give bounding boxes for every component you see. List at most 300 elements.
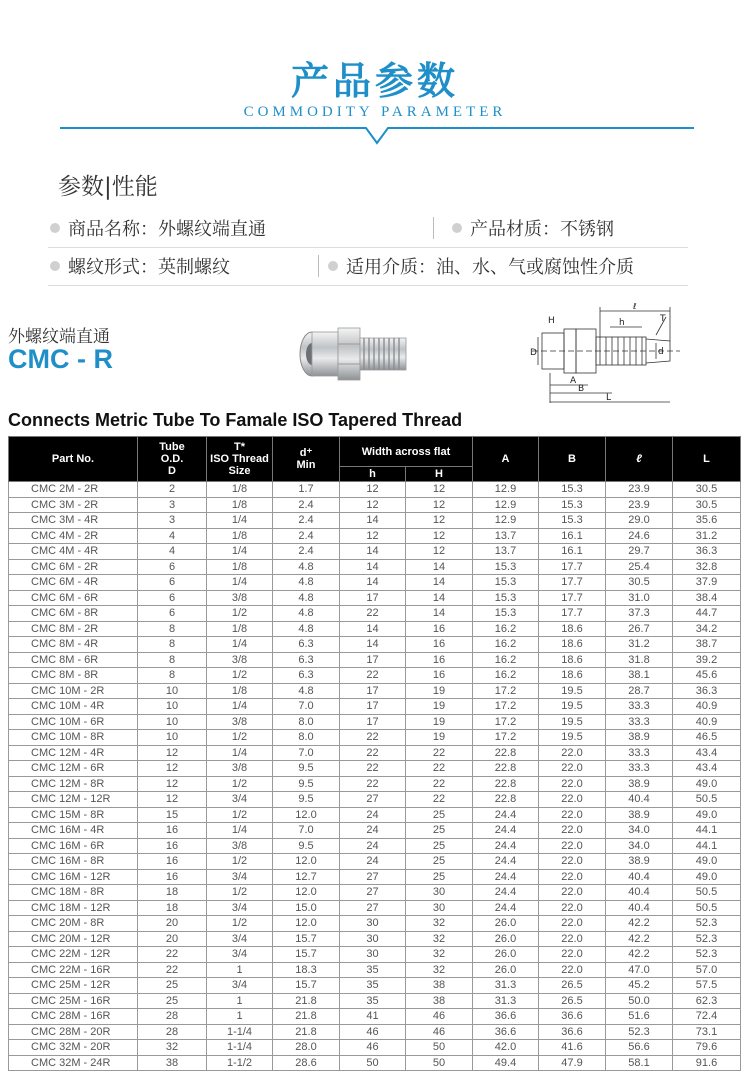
cell-part-no: CMC 28M - 20R [9, 1024, 138, 1040]
cell-L: 57.0 [673, 962, 741, 978]
cell-B: 22.0 [539, 885, 606, 901]
cell-part-no: CMC 4M - 4R [9, 544, 138, 560]
table-row [9, 621, 741, 637]
col-header-tube-od-line2: O.D. [160, 453, 184, 465]
cell-tube-od: 12 [138, 761, 207, 777]
table-row [9, 745, 741, 761]
cell-H: 32 [406, 962, 473, 978]
cell-B: 22.0 [539, 761, 606, 777]
cell-thread-size: 3/4 [207, 931, 273, 947]
cell-l: 40.4 [606, 869, 673, 885]
cell-H: 14 [406, 590, 473, 606]
col-header-thread-line2: ISO Thread [210, 453, 269, 465]
col-header-tube-od-line3: D [168, 465, 176, 477]
cell-A: 15.3 [473, 559, 539, 575]
cell-d-min: 18.3 [273, 962, 340, 978]
cell-thread-size: 1/4 [207, 544, 273, 560]
col-header-L: L [673, 437, 741, 482]
cell-h: 22 [340, 776, 406, 792]
table-row [9, 730, 741, 746]
cell-d-min: 12.0 [273, 916, 340, 932]
cell-l: 51.6 [606, 1009, 673, 1025]
cell-l: 23.9 [606, 482, 673, 498]
cell-thread-size: 3/4 [207, 792, 273, 808]
cell-H: 16 [406, 637, 473, 653]
param-separator [433, 217, 434, 239]
col-header-tube-od-line1: Tube [159, 441, 185, 453]
table-row [9, 916, 741, 932]
cell-thread-size: 1/2 [207, 668, 273, 684]
cell-h: 17 [340, 652, 406, 668]
cell-B: 22.0 [539, 854, 606, 870]
cell-h: 46 [340, 1040, 406, 1056]
table-row [9, 993, 741, 1009]
drawing-label-B: B [578, 384, 585, 394]
cell-tube-od: 20 [138, 931, 207, 947]
cell-d-min: 15.0 [273, 900, 340, 916]
cell-A: 15.3 [473, 575, 539, 591]
cell-tube-od: 16 [138, 854, 207, 870]
cell-h: 17 [340, 699, 406, 715]
cell-H: 25 [406, 838, 473, 854]
param-product-name-text: 商品名称：外螺纹端直通 [68, 219, 266, 240]
cell-A: 24.4 [473, 807, 539, 823]
cell-d-min: 12.0 [273, 854, 340, 870]
cell-B: 18.6 [539, 668, 606, 684]
cell-l: 42.2 [606, 916, 673, 932]
cell-H: 30 [406, 900, 473, 916]
cell-tube-od: 12 [138, 745, 207, 761]
cell-L: 37.9 [673, 575, 741, 591]
cell-h: 35 [340, 962, 406, 978]
cell-tube-od: 28 [138, 1009, 207, 1025]
cell-L: 50.5 [673, 900, 741, 916]
cell-thread-size: 1/8 [207, 621, 273, 637]
param-separator [318, 255, 319, 277]
table-row [9, 528, 741, 544]
cell-B: 19.5 [539, 714, 606, 730]
cell-part-no: CMC 2M - 2R [9, 482, 138, 498]
table-row [9, 1024, 741, 1040]
cell-d-min: 8.0 [273, 730, 340, 746]
col-header-width-flat: Width across flat [340, 437, 473, 467]
cell-tube-od: 6 [138, 606, 207, 622]
cell-d-min: 21.8 [273, 993, 340, 1009]
cell-A: 24.4 [473, 869, 539, 885]
cell-thread-size: 3/4 [207, 900, 273, 916]
cell-H: 50 [406, 1055, 473, 1071]
table-row [9, 900, 741, 916]
cell-H: 16 [406, 668, 473, 684]
cell-A: 31.3 [473, 978, 539, 994]
col-header-h: h [340, 467, 406, 482]
col-header-tube-od [138, 437, 207, 482]
cell-d-min: 12.0 [273, 807, 340, 823]
cell-thread-size: 1 [207, 962, 273, 978]
cell-l: 26.7 [606, 621, 673, 637]
cell-thread-size: 1-1/2 [207, 1055, 273, 1071]
cell-tube-od: 16 [138, 823, 207, 839]
cell-part-no: CMC 32M - 24R [9, 1055, 138, 1071]
cell-d-min: 15.7 [273, 978, 340, 994]
cell-H: 14 [406, 606, 473, 622]
cell-H: 38 [406, 993, 473, 1009]
table-row [9, 606, 741, 622]
cell-L: 52.3 [673, 931, 741, 947]
cell-part-no: CMC 25M - 16R [9, 993, 138, 1009]
cell-h: 41 [340, 1009, 406, 1025]
cell-tube-od: 18 [138, 900, 207, 916]
cell-H: 19 [406, 683, 473, 699]
cell-B: 15.3 [539, 482, 606, 498]
cell-h: 14 [340, 559, 406, 575]
col-header-d [273, 437, 340, 482]
cell-tube-od: 10 [138, 699, 207, 715]
cell-L: 45.6 [673, 668, 741, 684]
bullet-dot-icon [452, 223, 462, 233]
col-header-thread-line3: Size [228, 465, 251, 477]
cell-H: 12 [406, 544, 473, 560]
cell-thread-size: 1/8 [207, 482, 273, 498]
cell-part-no: CMC 10M - 8R [9, 730, 138, 746]
cell-d-min: 6.3 [273, 652, 340, 668]
cell-tube-od: 32 [138, 1040, 207, 1056]
table-row [9, 497, 741, 513]
cell-B: 22.0 [539, 916, 606, 932]
cell-tube-od: 38 [138, 1055, 207, 1071]
cell-B: 15.3 [539, 513, 606, 529]
cell-B: 22.0 [539, 838, 606, 854]
table-row [9, 838, 741, 854]
cell-d-min: 8.0 [273, 714, 340, 730]
cell-l: 50.0 [606, 993, 673, 1009]
col-header-thread-line1: T* [234, 441, 245, 453]
page-subtitle: COMMODITY PARAMETER [243, 104, 507, 120]
cell-l: 38.1 [606, 668, 673, 684]
table-row [9, 513, 741, 529]
table-row [9, 761, 741, 777]
params-row-2 [48, 247, 688, 286]
table-row [9, 807, 741, 823]
cell-H: 25 [406, 854, 473, 870]
drawing-label-h: h [619, 318, 625, 328]
cell-H: 12 [406, 513, 473, 529]
drawing-label-L: L [606, 393, 612, 403]
cell-H: 25 [406, 823, 473, 839]
cell-h: 35 [340, 993, 406, 1009]
cell-tube-od: 15 [138, 807, 207, 823]
cell-thread-size: 1/2 [207, 776, 273, 792]
cell-L: 35.6 [673, 513, 741, 529]
cell-A: 12.9 [473, 482, 539, 498]
cell-d-min: 2.4 [273, 497, 340, 513]
cell-tube-od: 8 [138, 668, 207, 684]
cell-l: 34.0 [606, 823, 673, 839]
cell-H: 14 [406, 575, 473, 591]
cell-tube-od: 10 [138, 683, 207, 699]
bullet-dot-icon [50, 261, 60, 271]
cell-l: 37.3 [606, 606, 673, 622]
cell-H: 14 [406, 559, 473, 575]
col-header-A: A [473, 437, 539, 482]
drawing-label-d: d [658, 347, 664, 357]
cell-A: 22.8 [473, 745, 539, 761]
cell-L: 44.1 [673, 823, 741, 839]
cell-A: 13.7 [473, 528, 539, 544]
cell-L: 43.4 [673, 761, 741, 777]
cell-l: 38.9 [606, 807, 673, 823]
cell-H: 12 [406, 528, 473, 544]
cell-L: 72.4 [673, 1009, 741, 1025]
cell-B: 26.5 [539, 978, 606, 994]
cell-h: 30 [340, 947, 406, 963]
cell-tube-od: 6 [138, 559, 207, 575]
cell-L: 34.2 [673, 621, 741, 637]
cell-A: 17.2 [473, 683, 539, 699]
cell-thread-size: 3/8 [207, 652, 273, 668]
cell-L: 30.5 [673, 497, 741, 513]
cell-B: 16.1 [539, 544, 606, 560]
cell-A: 26.0 [473, 947, 539, 963]
cell-l: 40.4 [606, 885, 673, 901]
cell-d-min: 6.3 [273, 668, 340, 684]
cell-A: 15.3 [473, 590, 539, 606]
cell-l: 33.3 [606, 699, 673, 715]
col-header-l: ℓ [606, 437, 673, 482]
cell-H: 16 [406, 652, 473, 668]
page-title: 产品参数 [290, 59, 459, 103]
cell-tube-od: 6 [138, 590, 207, 606]
cell-L: 39.2 [673, 652, 741, 668]
cell-d-min: 2.4 [273, 544, 340, 560]
cell-H: 22 [406, 776, 473, 792]
cell-thread-size: 3/8 [207, 761, 273, 777]
cell-thread-size: 1/4 [207, 699, 273, 715]
table-row [9, 652, 741, 668]
table-row [9, 823, 741, 839]
cell-B: 16.1 [539, 528, 606, 544]
table-row [9, 544, 741, 560]
cell-B: 22.0 [539, 947, 606, 963]
cell-l: 38.9 [606, 776, 673, 792]
cell-H: 19 [406, 699, 473, 715]
cell-A: 13.7 [473, 544, 539, 560]
cell-d-min: 15.7 [273, 947, 340, 963]
cell-A: 24.4 [473, 900, 539, 916]
cell-L: 38.7 [673, 637, 741, 653]
cell-thread-size: 1/2 [207, 916, 273, 932]
cell-B: 22.0 [539, 900, 606, 916]
cell-h: 22 [340, 668, 406, 684]
cell-part-no: CMC 32M - 20R [9, 1040, 138, 1056]
table-row [9, 1009, 741, 1025]
cell-L: 50.5 [673, 885, 741, 901]
cell-h: 46 [340, 1024, 406, 1040]
cell-l: 42.2 [606, 931, 673, 947]
cell-h: 24 [340, 838, 406, 854]
cell-tube-od: 28 [138, 1024, 207, 1040]
cell-tube-od: 16 [138, 838, 207, 854]
param-material [452, 215, 614, 241]
cell-B: 26.5 [539, 993, 606, 1009]
cell-h: 50 [340, 1055, 406, 1071]
cell-d-min: 28.0 [273, 1040, 340, 1056]
cell-B: 18.6 [539, 637, 606, 653]
cell-A: 16.2 [473, 637, 539, 653]
product-photo-icon [296, 318, 411, 390]
cell-tube-od: 25 [138, 978, 207, 994]
cell-A: 42.0 [473, 1040, 539, 1056]
cell-tube-od: 6 [138, 575, 207, 591]
cell-d-min: 4.8 [273, 575, 340, 591]
cell-H: 22 [406, 745, 473, 761]
cell-h: 35 [340, 978, 406, 994]
cell-thread-size: 1-1/4 [207, 1040, 273, 1056]
cell-B: 19.5 [539, 730, 606, 746]
params-row-1 [48, 209, 688, 248]
cell-thread-size: 1/2 [207, 807, 273, 823]
cell-d-min: 6.3 [273, 637, 340, 653]
cell-l: 45.2 [606, 978, 673, 994]
param-medium-text: 适用介质：油、水、气或腐蚀性介质 [346, 257, 634, 278]
cell-H: 38 [406, 978, 473, 994]
cell-B: 17.7 [539, 590, 606, 606]
cell-part-no: CMC 12M - 4R [9, 745, 138, 761]
cell-A: 24.4 [473, 885, 539, 901]
cell-part-no: CMC 12M - 8R [9, 776, 138, 792]
cell-B: 22.0 [539, 823, 606, 839]
cell-l: 23.9 [606, 497, 673, 513]
cell-A: 36.6 [473, 1024, 539, 1040]
cell-part-no: CMC 20M - 8R [9, 916, 138, 932]
col-header-d-line1: d⁺ [299, 447, 313, 459]
cell-l: 34.0 [606, 838, 673, 854]
cell-L: 30.5 [673, 482, 741, 498]
cell-h: 27 [340, 869, 406, 885]
cell-tube-od: 8 [138, 637, 207, 653]
cell-part-no: CMC 6M - 6R [9, 590, 138, 606]
table-row [9, 590, 741, 606]
spec-table-body [9, 482, 741, 1071]
cell-thread-size: 3/8 [207, 714, 273, 730]
cell-l: 31.0 [606, 590, 673, 606]
cell-part-no: CMC 16M - 6R [9, 838, 138, 854]
table-row [9, 668, 741, 684]
cell-part-no: CMC 25M - 12R [9, 978, 138, 994]
cell-h: 22 [340, 761, 406, 777]
cell-part-no: CMC 16M - 4R [9, 823, 138, 839]
cell-A: 16.2 [473, 621, 539, 637]
cell-thread-size: 1/4 [207, 513, 273, 529]
col-header-H: H [406, 467, 473, 482]
cell-h: 14 [340, 544, 406, 560]
cell-h: 17 [340, 683, 406, 699]
cell-l: 33.3 [606, 761, 673, 777]
table-row [9, 575, 741, 591]
cell-d-min: 21.8 [273, 1009, 340, 1025]
header-divider [60, 127, 694, 149]
cell-thread-size: 1 [207, 1009, 273, 1025]
drawing-label-l: ℓ [633, 303, 637, 312]
product-code: CMC - R [8, 344, 113, 374]
cell-H: 46 [406, 1009, 473, 1025]
cell-tube-od: 3 [138, 513, 207, 529]
cell-A: 16.2 [473, 668, 539, 684]
cell-d-min: 4.8 [273, 683, 340, 699]
cell-tube-od: 12 [138, 776, 207, 792]
cell-thread-size: 3/8 [207, 590, 273, 606]
cell-A: 26.0 [473, 916, 539, 932]
param-product-name [50, 215, 266, 241]
cell-H: 46 [406, 1024, 473, 1040]
table-title: Connects Metric Tube To Famale ISO Tapered Thread [8, 410, 463, 430]
cell-H: 22 [406, 792, 473, 808]
cell-d-min: 4.8 [273, 559, 340, 575]
cell-l: 28.7 [606, 683, 673, 699]
cell-l: 25.4 [606, 559, 673, 575]
cell-part-no: CMC 6M - 8R [9, 606, 138, 622]
cell-part-no: CMC 22M - 12R [9, 947, 138, 963]
table-row [9, 947, 741, 963]
table-row [9, 699, 741, 715]
drawing-label-H: H [548, 316, 555, 326]
cell-tube-od: 22 [138, 947, 207, 963]
cell-H: 25 [406, 869, 473, 885]
cell-H: 25 [406, 807, 473, 823]
cell-part-no: CMC 22M - 16R [9, 962, 138, 978]
cell-B: 18.6 [539, 652, 606, 668]
cell-thread-size: 1/8 [207, 497, 273, 513]
table-row [9, 931, 741, 947]
cell-A: 22.8 [473, 761, 539, 777]
cell-part-no: CMC 15M - 8R [9, 807, 138, 823]
cell-h: 17 [340, 590, 406, 606]
cell-l: 40.4 [606, 900, 673, 916]
cell-part-no: CMC 10M - 6R [9, 714, 138, 730]
cell-part-no: CMC 8M - 2R [9, 621, 138, 637]
bullet-dot-icon [50, 223, 60, 233]
cell-h: 30 [340, 931, 406, 947]
cell-d-min: 4.8 [273, 590, 340, 606]
drawing-label-D: D [530, 348, 537, 358]
cell-L: 91.6 [673, 1055, 741, 1071]
cell-L: 49.0 [673, 854, 741, 870]
drawing-label-A: A [570, 376, 577, 386]
cell-H: 32 [406, 916, 473, 932]
cell-l: 38.9 [606, 854, 673, 870]
cell-B: 41.6 [539, 1040, 606, 1056]
cell-d-min: 15.7 [273, 931, 340, 947]
cell-d-min: 7.0 [273, 699, 340, 715]
col-header-B: B [539, 437, 606, 482]
table-row [9, 776, 741, 792]
cell-B: 15.3 [539, 497, 606, 513]
cell-A: 24.4 [473, 838, 539, 854]
cell-part-no: CMC 18M - 12R [9, 900, 138, 916]
cell-d-min: 21.8 [273, 1024, 340, 1040]
cell-thread-size: 1/4 [207, 823, 273, 839]
cell-thread-size: 1-1/4 [207, 1024, 273, 1040]
cell-tube-od: 18 [138, 885, 207, 901]
cell-B: 19.5 [539, 699, 606, 715]
cell-A: 17.2 [473, 730, 539, 746]
cell-B: 17.7 [539, 575, 606, 591]
table-row [9, 885, 741, 901]
cell-part-no: CMC 8M - 8R [9, 668, 138, 684]
cell-part-no: CMC 20M - 12R [9, 931, 138, 947]
cell-h: 22 [340, 606, 406, 622]
table-row [9, 683, 741, 699]
